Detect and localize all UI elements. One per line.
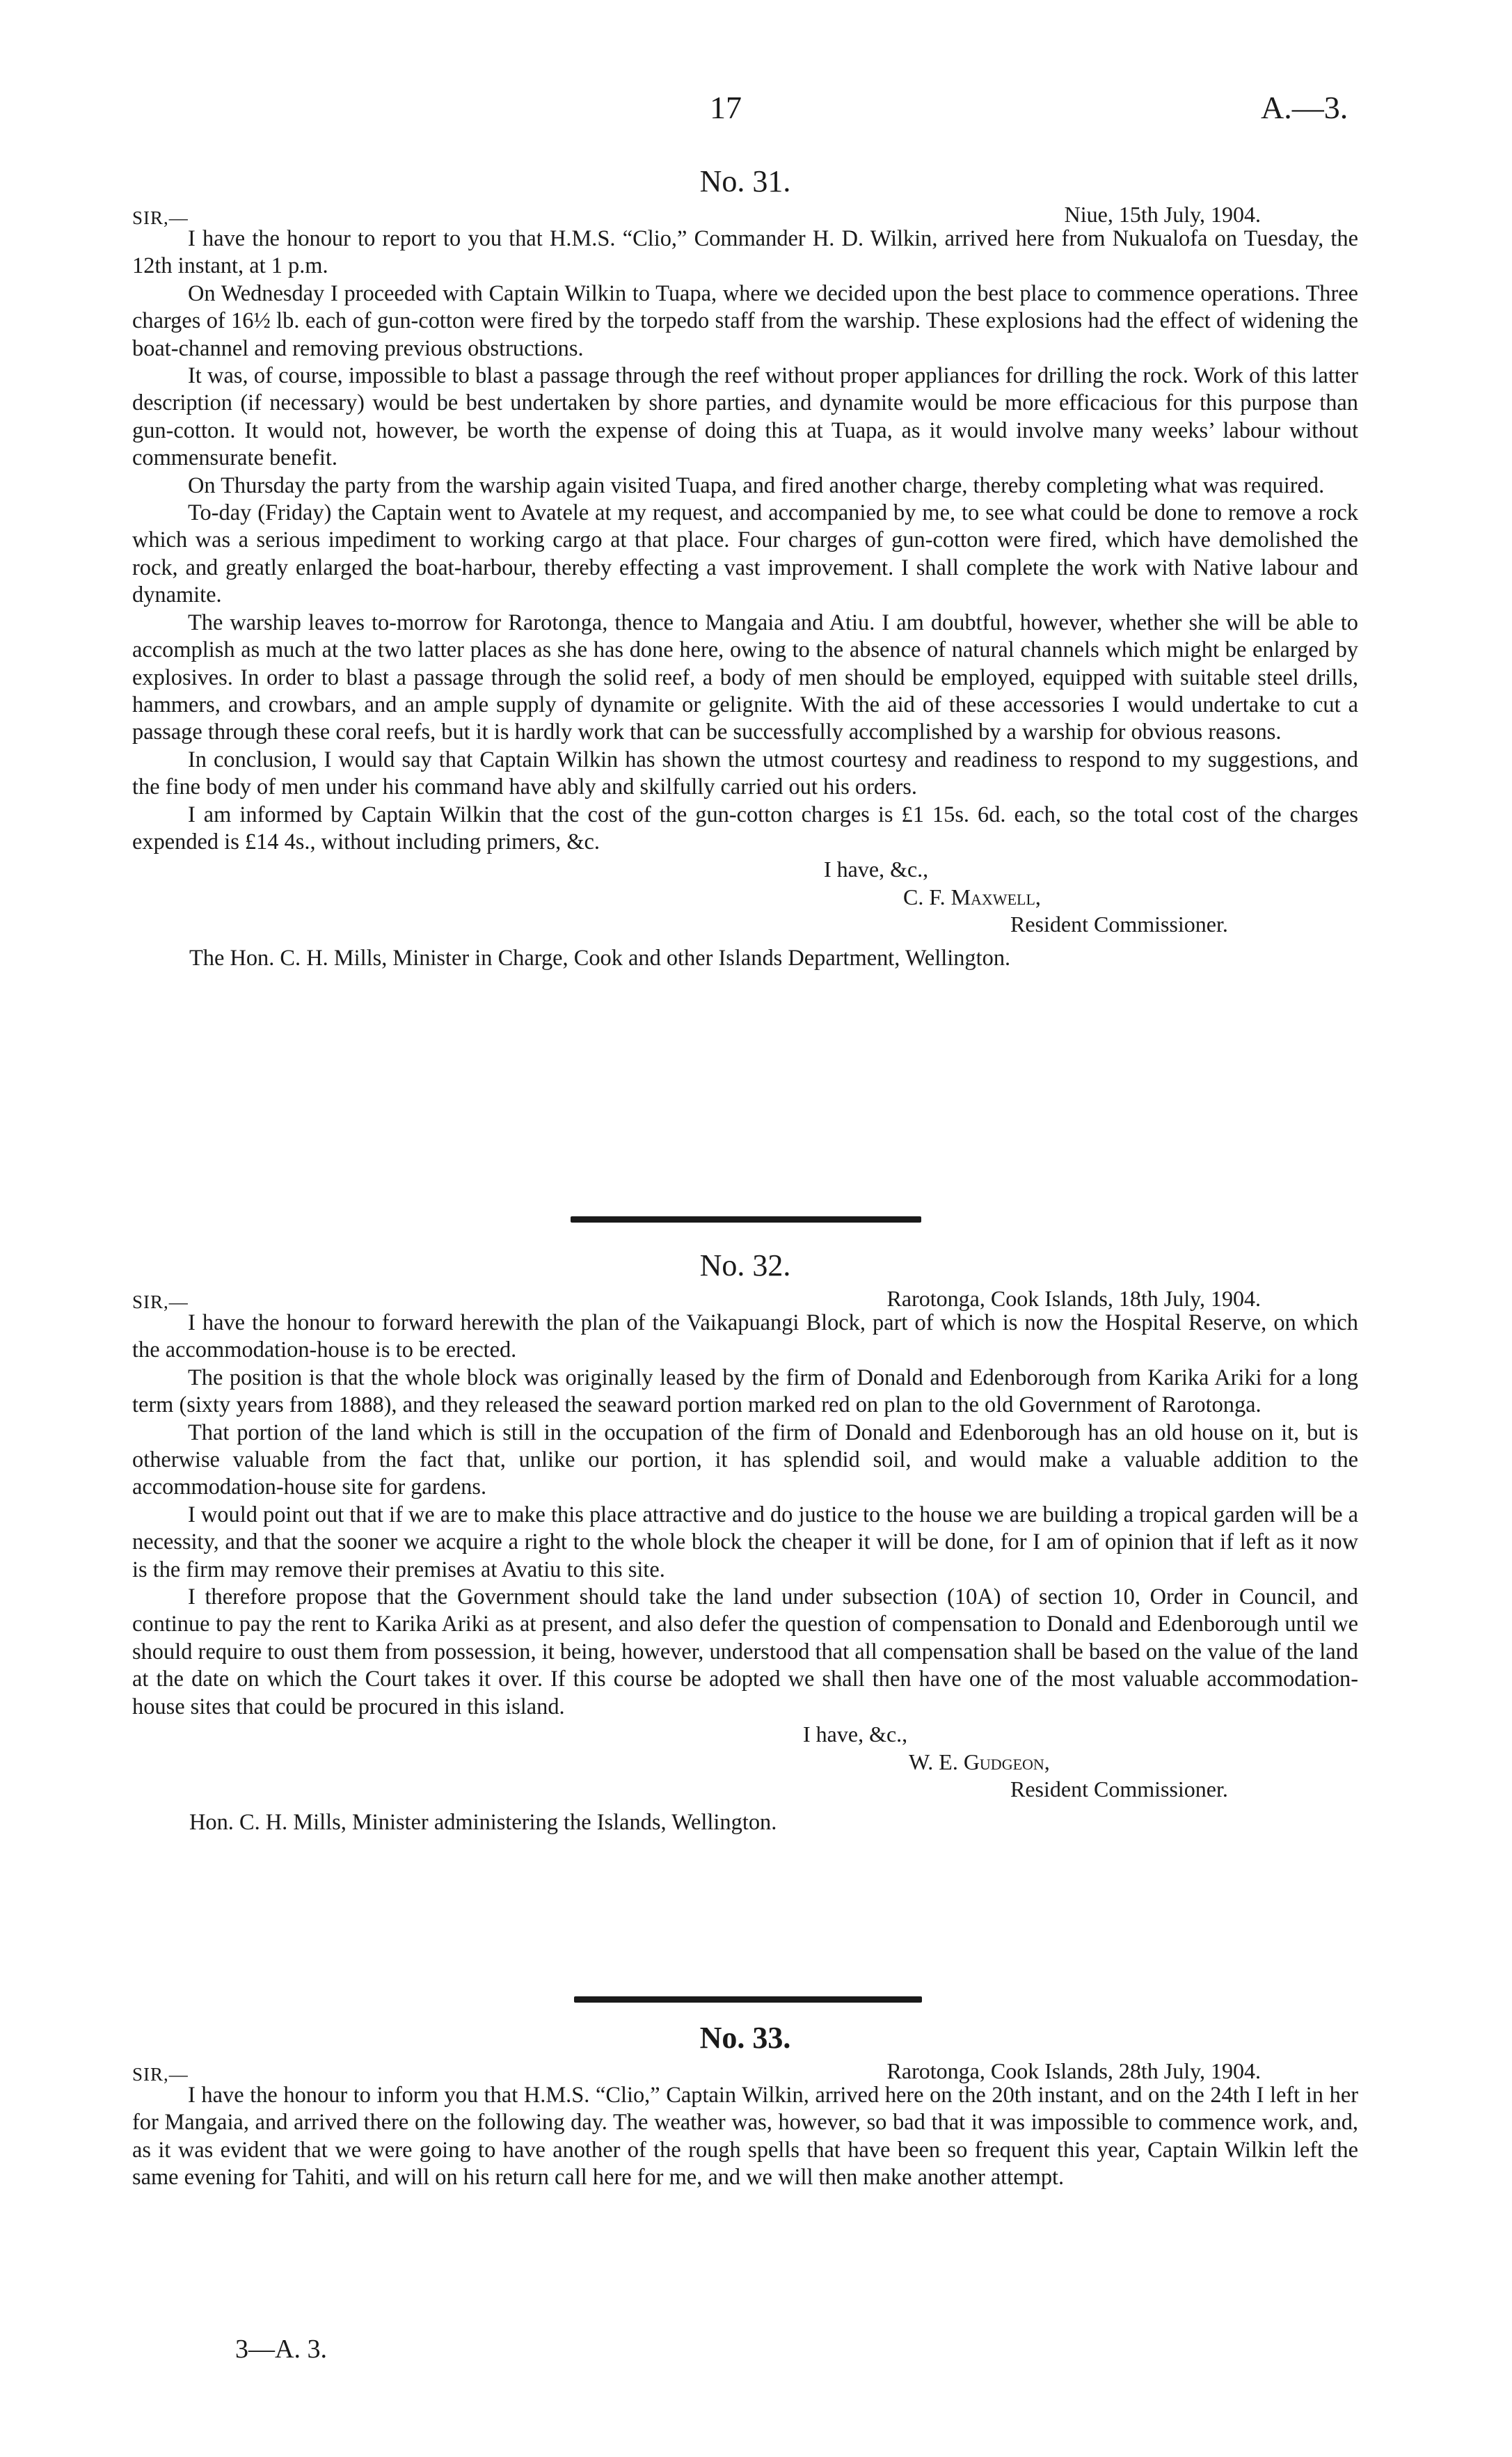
letter-no-33 [132,2018,1358,2192]
letter-number: No. 32. [699,1248,791,1282]
place-date: Rarotonga, Cook Islands, 18th July, 1904. [886,1286,1261,1311]
paragraph: In conclusion, I would say that Captain Wilkin has shown the utmost courtesy and readiness to respond to my suggestions, and the fine body of men under his command have ably and skilfully carried out his orders. [132,747,1358,800]
salutation: SIR,— [132,1291,189,1312]
paragraph: I have the honour to inform you that H.M.S. “Clio,” Captain Wilkin, arrived here on the 20th instant, and on the 24th I left in her for Mangaia, and arrived there on the following day. The weather was, however, so bad that it was impossible to commence work, and, as it was evident that we were going to have another of the rough spells that have been so frequent this year, Captain Wilkin left the same evening for Tahiti, and will on his return call here for me, and we will then make another attempt. [132,2083,1358,2190]
signatory-title: Resident Commissioner. [1010,1776,1228,1802]
letter-number: No. 31. [699,164,791,198]
section-divider [574,1996,922,2003]
paragraph: The position is that the whole block was originally leased by the firm of Donald and Edenborough from Karika Ariki for a long term (sixty years from 1888), and they released the seaward portion marked red on plan to the old Government of Rarotonga. [132,1365,1358,1418]
letter-no-32 [132,1246,1358,1836]
salutation-row [132,202,1358,228]
salutation: SIR,— [132,207,189,228]
paragraph: On Wednesday I proceeded with Captain Wilkin to Tuapa, where we decided upon the best place to commence operations. Three charges of 16½ lb. each of gun-cotton were fired by the torpedo staff from the warship. These explosions had the effect of widening the boat-channel and removing previous obstructions. [132,280,1358,361]
paragraph: I have the honour to report to you that H.M.S. “Clio,” Commander H. D. Wilkin, arrived here from Nukualofa on Tuesday, the 12th instant, at 1 p.m. [132,226,1358,279]
signatory: C. F. Maxwell, [903,884,1041,909]
closing-block [132,856,1358,938]
closing-block [132,1721,1358,1803]
closing: I have, &c., [824,857,929,882]
paragraph: That portion of the land which is still in the occupation of the firm of Donald and Edenborough has an old house on it, but is otherwise valuable from the fact that, unlike our portion, it has splendid soil, and would make a valuable addition to the accommodation-house site for gardens. [132,1420,1358,1500]
section-divider [571,1216,921,1223]
salutation-row [132,1286,1358,1310]
paragraph: To-day (Friday) the Captain went to Avatele at my request, and accompanied by me, to see what could be done to remove a rock which was a serious impediment to working cargo at that place. Four charges of gun-cotton were fired, which have demolished the rock, and greatly enlarged the boat-harbour, thereby effecting a vast improvement. I shall complete the work with Native labour and dynamite. [132,500,1358,608]
paragraph: I have the honour to forward herewith the plan of the Vaikapuangi Block, part of which is now the Hospital Reserve, on which the accommodation-house is to be erected. [132,1310,1358,1363]
paragraph: On Thursday the party from the warship again visited Tuapa, and fired another charge, thereby completing what was required. [188,472,1325,498]
addressee: Hon. C. H. Mills, Minister administering the Islands, Wellington. [189,1810,777,1836]
paragraph: I would point out that if we are to make this place attractive and do justice to the house we are building a tropical garden will be a necessity, and that the sooner we acquire a right to the whole block the cheaper it will be done, for I am of opinion that if left as it now is the firm may remove their premises at Avatiu to this site. [132,1502,1358,1582]
addressee: The Hon. C. H. Mills, Minister in Charge, Cook and other Islands Department, Wellington. [189,945,1011,971]
salutation: SIR,— [132,2064,189,2085]
paragraph: The warship leaves to-morrow for Rarotonga, thence to Mangaia and Atiu. I am doubtful, however, whether she will be able to accomplish as much at the two latter places as she has done here, owing to the absence of natural channels which might be enlarged by explosives. In order to blast a passage through the solid reef, a body of men should be employed, equipped with suitable steel drills, hammers, and crowbars, and an ample supply of dynamite or gelignite. With the aid of these accessories I would undertake to cut a passage through these coral reefs, but it is hardly work that can be successfully accomplished by a warship for obvious reasons. [132,610,1358,745]
page-number: 17 [710,90,742,125]
sheet-signature-mark: 3—A. 3. [235,2335,327,2364]
paragraph: It was, of course, impossible to blast a passage through the reef without proper appliances for drilling the rock. Work of this latter description (if necessary) would be best undertaken by shore parties, and dynamite would be more efficacious for this purpose than gun-cotton. It would not, however, be worth the expense of doing this at Tuapa, as it would involve many weeks’ labour without commensurate benefit. [132,363,1358,471]
letter-number: No. 33. [699,2021,791,2055]
place-date: Niue, 15th July, 1904. [1064,202,1261,227]
paragraph: I am informed by Captain Wilkin that the cost of the gun-cotton charges is £1 15s. 6d. each, so the total cost of the charges expended is £14 4s., without including primers, &c. [132,802,1358,854]
place-date: Rarotonga, Cook Islands, 28th July, 1904. [886,2058,1261,2083]
closing: I have, &c., [803,1722,908,1747]
paper-reference: A.—3. [1261,90,1348,125]
signatory-title: Resident Commissioner. [1010,912,1228,937]
letter-no-31 [132,161,1358,972]
salutation-row [132,2058,1358,2085]
paragraph: I therefore propose that the Government should take the land under subsection (10A) of section 10, Order in Council, and continue to pay the rent to Karika Ariki as at present, and also defer the question of compensation to Donald and Edenborough until we should require to oust them from possession, it being, however, understood that all compensation shall be based on the value of the land at the date on which the Court takes it over. If this course be adopted we shall then have one of the most valuable accommodation-house sites that could be procured in this island. [132,1584,1358,1719]
signatory: W. E. Gudgeon, [909,1749,1050,1774]
